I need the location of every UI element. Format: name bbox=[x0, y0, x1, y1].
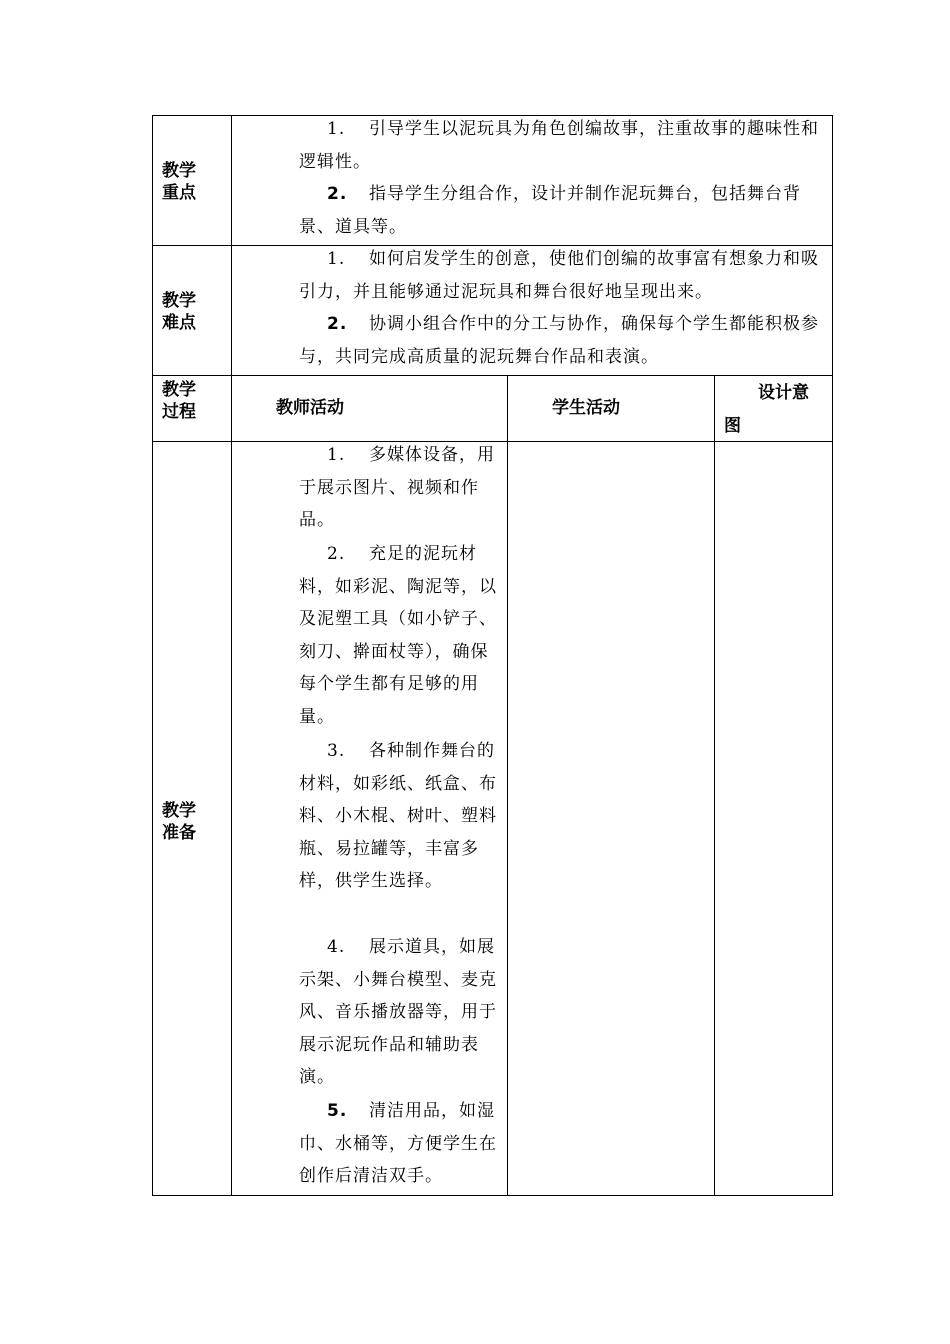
preparation-item-5-text: 清洁用品，如湿巾、水桶等，方便学生在创作后清洁双手。 bbox=[299, 1101, 497, 1186]
process-label-line1: 教学 bbox=[162, 380, 196, 400]
preparation-label bbox=[162, 800, 196, 844]
table-border-bottom bbox=[152, 1195, 833, 1196]
process-label-line2: 过程 bbox=[162, 402, 196, 422]
difficulty-label-line2: 难点 bbox=[162, 313, 196, 333]
focus-item-2 bbox=[299, 178, 821, 243]
preparation-item-5 bbox=[299, 1095, 497, 1193]
preparation-item-3-text: 各种制作舞台的材料，如彩纸、纸盒、布料、小木棍、树叶、塑料瓶、易拉罐等，丰富多样，供学生选择。 bbox=[299, 741, 497, 891]
preparation-item-1-text: 多媒体设备，用于展示图片、视频和作品。 bbox=[299, 445, 495, 530]
focus-item-2-num: 2. bbox=[327, 184, 348, 204]
preparation-item-3 bbox=[299, 735, 497, 898]
difficulty-label bbox=[162, 290, 196, 334]
column-divider-label bbox=[231, 115, 232, 1196]
table-border-right bbox=[832, 115, 833, 1196]
focus-label-line1: 教学 bbox=[162, 161, 196, 181]
difficulty-item-1-text: 如何启发学生的创意，使他们创编的故事富有想象力和吸引力，并且能够通过泥玩具和舞台很好地呈现出来。 bbox=[299, 249, 819, 302]
design-intent-line2: 图 bbox=[724, 416, 741, 436]
difficulty-item-2 bbox=[299, 308, 821, 373]
column-divider-student bbox=[714, 375, 715, 1196]
column-divider-teacher bbox=[507, 375, 508, 1196]
preparation-item-4 bbox=[299, 931, 497, 1094]
preparation-item-2-num: 2. bbox=[327, 544, 346, 564]
focus-item-1 bbox=[299, 113, 821, 178]
difficulty-label-line1: 教学 bbox=[162, 291, 196, 311]
focus-item-2-text: 指导学生分组合作，设计并制作泥玩舞台，包括舞台背景、道具等。 bbox=[299, 184, 801, 237]
table-border-left bbox=[152, 115, 153, 1196]
preparation-item-1 bbox=[299, 439, 497, 537]
teacher-activity-header: 教师活动 bbox=[276, 398, 344, 418]
preparation-item-1-num: 1. bbox=[327, 445, 346, 465]
focus-item-1-num: 1. bbox=[327, 119, 346, 139]
preparation-item-3-num: 3. bbox=[327, 741, 346, 761]
focus-label bbox=[162, 160, 196, 204]
preparation-label-line1: 教学 bbox=[162, 801, 196, 821]
preparation-label-line2: 准备 bbox=[162, 823, 196, 843]
difficulty-item-1-num: 1. bbox=[327, 249, 346, 269]
design-intent-line1: 设计意 bbox=[758, 383, 809, 403]
student-activity-header: 学生活动 bbox=[552, 398, 620, 418]
difficulty-item-2-text: 协调小组合作中的分工与协作，确保每个学生都能积极参与，共同完成高质量的泥玩舞台作品和表演。 bbox=[299, 314, 819, 367]
difficulty-item-2-num: 2. bbox=[327, 314, 348, 334]
preparation-item-4-text: 展示道具，如展示架、小舞台模型、麦克风、音乐播放器等，用于展示泥玩作品和辅助表演。 bbox=[299, 937, 497, 1087]
preparation-item-4-num: 4. bbox=[327, 937, 346, 957]
preparation-item-2 bbox=[299, 538, 497, 733]
focus-item-1-text: 引导学生以泥玩具为角色创编故事，注重故事的趣味性和逻辑性。 bbox=[299, 119, 819, 172]
design-intent-header bbox=[724, 377, 824, 443]
preparation-item-2-text: 充足的泥玩材料，如彩泥、陶泥等，以及泥塑工具（如小铲子、刻刀、擀面杖等），确保每个学生都有足够的用量。 bbox=[299, 544, 497, 727]
difficulty-item-1 bbox=[299, 243, 821, 308]
row-divider-difficulty bbox=[152, 375, 833, 376]
focus-label-line2: 重点 bbox=[162, 183, 196, 203]
preparation-item-5-num: 5. bbox=[327, 1101, 348, 1121]
process-label bbox=[162, 379, 196, 423]
